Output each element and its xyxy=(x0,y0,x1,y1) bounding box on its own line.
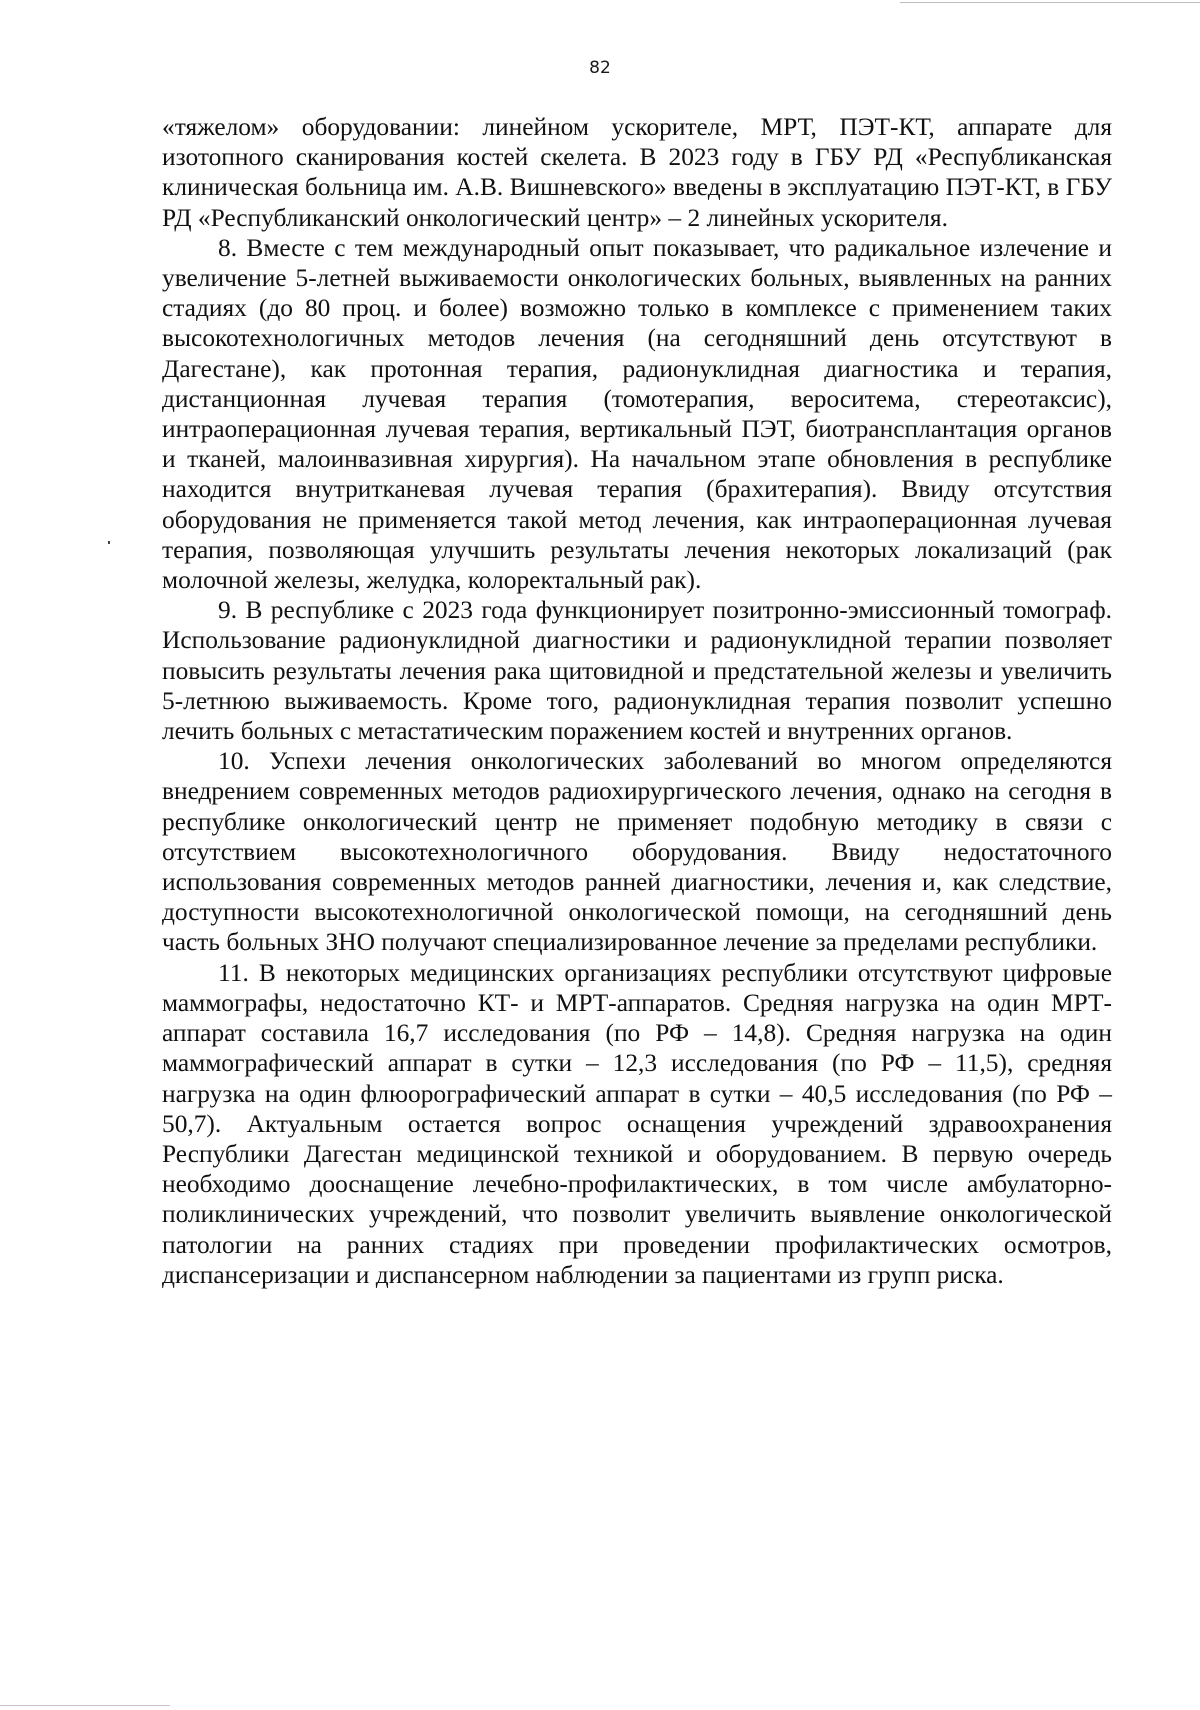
page-number: 82 xyxy=(589,58,611,78)
paragraph-10: 10. Успехи лечения онкологических заболеваний во многом определяются внедрением современных методов радиохирургического лечения, однако на сегодня в республике онкологический центр не применяет подобную методику в связи с отсутствием высокотехнологичного оборудования. Ввиду недостаточного использования современных методов ранней диагностики, лечения и, как следствие, доступности высокотехнологичной онкологической помощи, на сегодняшний день часть больных ЗНО получают специализированное лечение за пределами республики. xyxy=(162,747,1112,957)
body-text xyxy=(162,112,1112,1290)
paragraph-9: 9. В республике с 2023 года функционирует позитронно-эмиссионный томограф. Использование радионуклидной диагностики и радионуклидной терапии позволяет повысить результаты лечения рака щитовидной и предстательной железы и увеличить 5-летнюю выживаемость. Кроме того, радионуклидная терапия позволит успешно лечить больных с метастатическим поражением костей и внутренних органов. xyxy=(162,596,1112,746)
paragraph-11: 11. В некоторых медицинских организациях республики отсутствуют цифровые маммографы, недостаточно КТ- и МРТ-аппаратов. Средняя нагрузка на один МРТ-аппарат составила 16,7 исследования (по РФ – 14,8). Средняя нагрузка на один маммографический аппарат в сутки – 12,3 исследования (по РФ – 11,5), средняя нагрузка на один флюорографический аппарат в сутки – 40,5 исследования (по РФ – 50,7). Актуальным остается вопрос оснащения учреждений здравоохранения Республики Дагестан медицинской техникой и оборудованием. В первую очередь необходимо дооснащение лечебно-профилактических, в том числе амбулаторно-поликлинических учреждений, что позволит увеличить выявление онкологической патологии на ранних стадиях при проведении профилактических осмотров, диспансеризации и диспансерном наблюдении за пациентами из групп риска. xyxy=(162,958,1112,1289)
scan-speck xyxy=(108,541,110,544)
paragraph-continuation: «тяжелом» оборудовании: линейном ускорителе, МРТ, ПЭТ-КТ, аппарате для изотопного сканирования костей скелета. В 2023 году в ГБУ РД «Республиканская клиническая больница им. А.В. Вишневского» введены в эксплуатацию ПЭТ-КТ, в ГБУ РД «Республиканский онкологический центр» – 2 линейных ускорителя. xyxy=(162,113,1112,232)
scan-edge-line-bottom xyxy=(0,1705,170,1706)
paragraph-8: 8. Вместе с тем международный опыт показывает, что радикальное излечение и увеличение 5-летней выживаемости онкологических больных, выявленных на ранних стадиях (до 80 проц. и более) возможно только в комплексе с применением таких высокотехнологичных методов лечения (на сегодняшний день отсутствуют в Дагестане), как протонная терапия, радионуклидная диагностика и терапия, дистанционная лучевая терапия (томотерапия, вероситема, стереотаксис), интраоперационная лучевая терапия, вертикальный ПЭТ, биотрансплантация органов и тканей, малоинвазивная хирургия). На начальном этапе обновления в республике находится внутритканевая лучевая терапия (брахитерапия). Ввиду отсутствия оборудования не применяется такой метод лечения, как интраоперационная лучевая терапия, позволяющая улучшить результаты лечения некоторых локализаций (рак молочной железы, желудка, колоректальный рак). xyxy=(162,233,1112,595)
scan-edge-line-top xyxy=(900,2,1200,3)
